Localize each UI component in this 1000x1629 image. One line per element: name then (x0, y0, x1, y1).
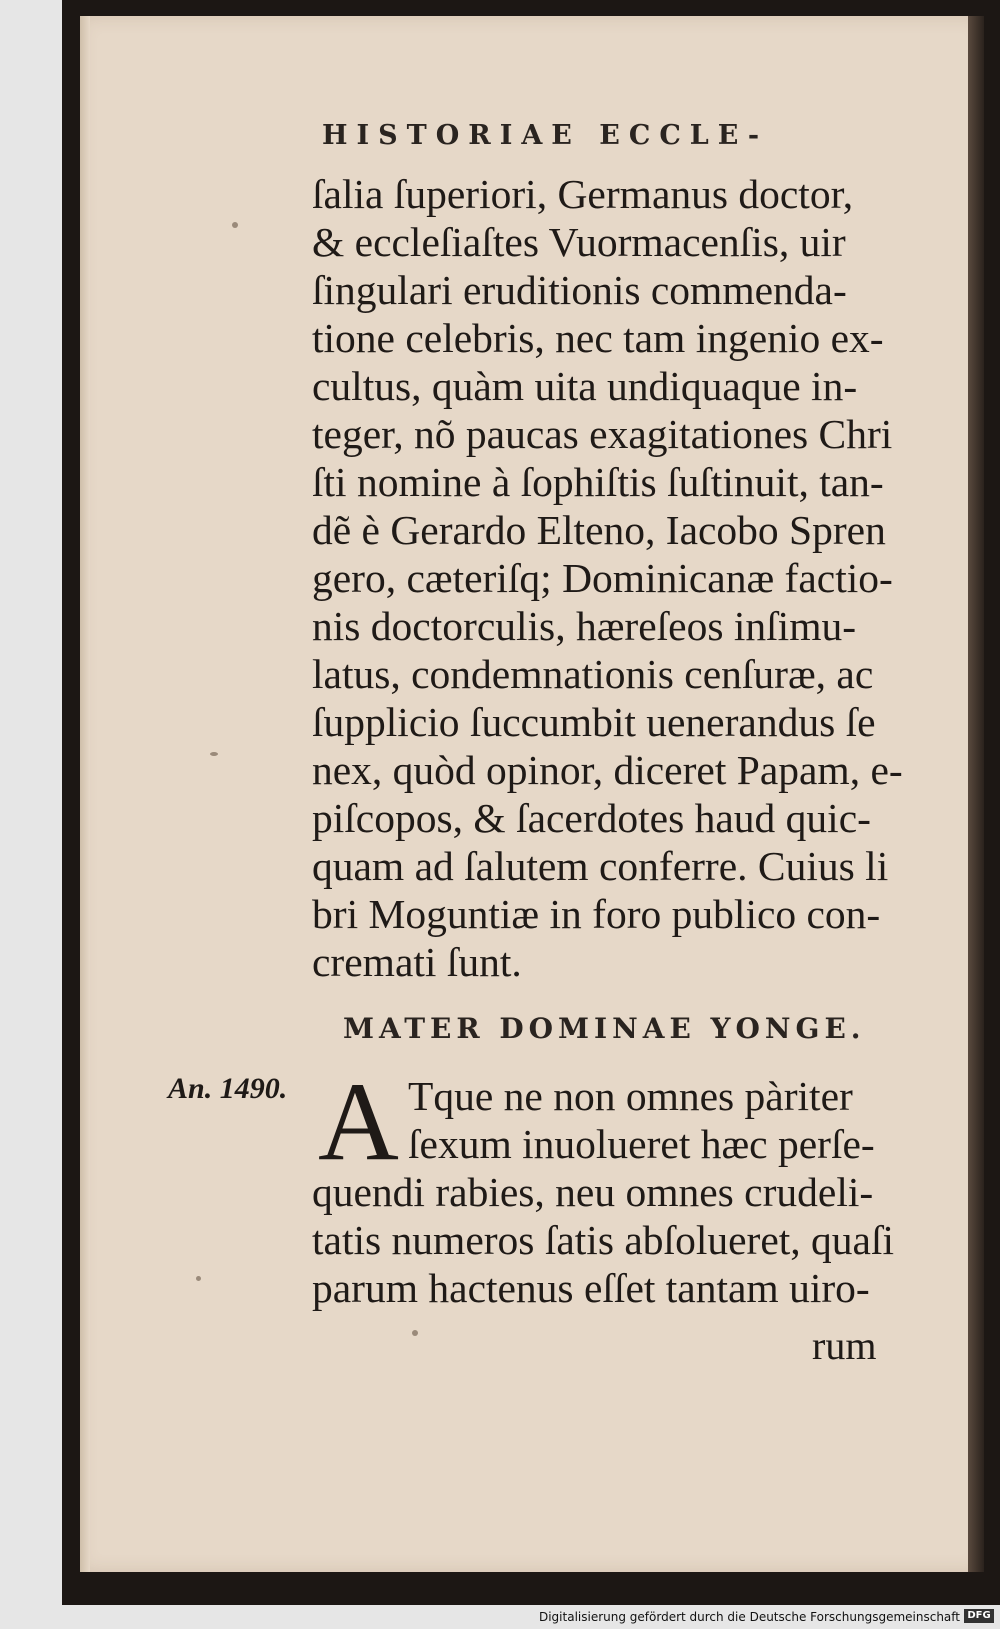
text-line: cremati ſunt. (312, 939, 522, 985)
text-line: piſcopos, & ſacerdotes haud quic- (312, 795, 871, 841)
funding-credit: Digitalisierung gefördert durch die Deutsche Forschungsgemeinschaft (538, 1610, 960, 1624)
text-line: tatis numeros ſatis abſolueret, quaſi (312, 1217, 895, 1263)
text-line: quendi rabies, neu omnes crudeli- (312, 1169, 874, 1215)
text-line: bri Moguntiæ in foro publico con- (312, 891, 881, 937)
catchword: rum (812, 1323, 877, 1368)
text-line: ſalia ſuperiori, Germanus doctor, (312, 171, 854, 217)
text-line: parum hactenus eſſet tantam uiro- (312, 1265, 870, 1311)
text-line: cultus, quàm uita undiquaque in- (312, 363, 858, 409)
drop-cap: A (318, 1060, 399, 1184)
ink-speck (232, 222, 238, 228)
text-line: ſti nomine à ſophiſtis ſuſtinuit, tan- (312, 459, 884, 505)
page-edge (968, 16, 984, 1572)
text-line: teger, nõ paucas exagitationes Chri (312, 411, 893, 457)
paragraph-1 (312, 170, 932, 986)
text-line: dẽ è Gerardo Elteno, Iacobo Spren (312, 507, 886, 553)
text-line: nis doctorculis, hæreſeos inſimu- (312, 603, 857, 649)
paragraph-2 (312, 1060, 932, 1312)
ink-speck (210, 752, 218, 756)
page-gutter (80, 16, 90, 1572)
text-line: Tque ne non omnes pàriter (408, 1073, 853, 1119)
ink-speck (412, 1330, 418, 1336)
text-line: ſexum inuolueret hæc perſe- (408, 1121, 875, 1167)
text-line: nex, quòd opinor, diceret Papam, e- (312, 747, 903, 793)
text-line: & eccleſiaſtes Vuormacenſis, uir (312, 219, 846, 265)
text-line: tione celebris, nec tam ingenio ex- (312, 315, 884, 361)
text-line: gero, cæteriſq; Dominicanæ factio- (312, 555, 893, 601)
text-line: quam ad ſalutem conferre. Cuius li (312, 843, 889, 889)
dfg-logo: DFG (964, 1609, 994, 1623)
ink-speck (196, 1276, 201, 1281)
running-head: HISTORIAE ECCLE- (322, 120, 769, 151)
marginal-date-note: An. 1490. (168, 1072, 288, 1105)
text-line: ſupplicio ſuccumbit uenerandus ſe (312, 699, 876, 745)
text-line: ſingulari eruditionis commenda- (312, 267, 847, 313)
text-line: latus, condemnationis cenſuræ, ac (312, 651, 874, 697)
section-heading: MATER DOMINAE YONGE. (343, 1012, 866, 1045)
